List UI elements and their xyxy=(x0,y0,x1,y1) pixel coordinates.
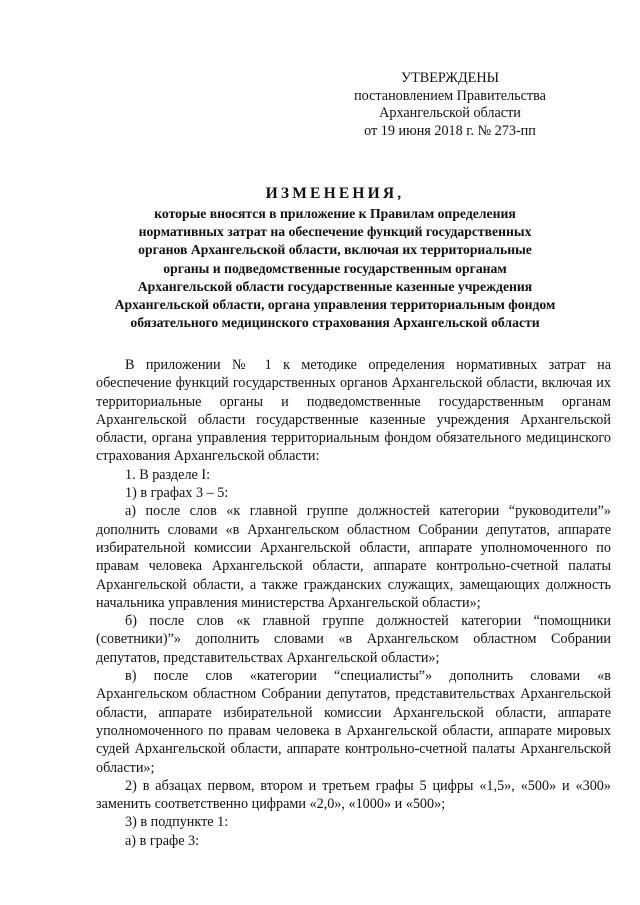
document-subtitle-line: Архангельской области, органа управления территориальным фондом xyxy=(114,297,556,313)
subsection-item: 1) в графах 3 – 5: xyxy=(125,485,229,502)
document-subtitle-line: органы и подведомственные государственным органам xyxy=(163,260,507,276)
document-heading xyxy=(60,184,610,332)
approval-issuer: постановлением Правительства xyxy=(354,87,546,104)
document-subtitle-line: нормативных затрат на обеспечение функций государственных xyxy=(138,224,532,240)
approval-region: Архангельской области xyxy=(379,105,521,121)
document-body xyxy=(96,356,611,850)
approval-title: УТВЕРЖДЕНЫ xyxy=(401,70,499,86)
amendment-paragraph: а) после слов «к главной группе должностей категории “руководители”» дополнить словами «в Архангельском областном Собрании депутатов, аппарате избирательной комиссии Архангельской области, аппарате уполномоченного по правам человека Архангельской области, аппарате контрольно-счетной палаты Архангельской области, а также гражданских служащих, замещающих должность начальника управления министерства Архангельской области»; xyxy=(96,503,611,611)
amendment-paragraph: а) в графе 3: xyxy=(125,832,200,849)
amendment-paragraph: 2) в абзацах первом, втором и третьем графы 5 цифры «1,5», «500» и «300» заменить соответственно цифрами «2,0», «1000» и «500»; xyxy=(96,777,611,813)
document-subtitle-line: Архангельской области государственные казенные учреждения xyxy=(137,278,533,294)
document-subtitle-line: которые вносятся в приложение к Правилам определения xyxy=(154,206,516,221)
subsection-item: 3) в подпункте 1: xyxy=(125,814,229,831)
document-subtitle-line: органов Архангельской области, включая их территориальные xyxy=(138,242,532,258)
approval-block xyxy=(330,70,570,140)
amendment-paragraph: б) после слов «к главной группе должностей категории “помощники (советники)”» дополнить словами «в Архангельском областном Собрании депутатов, представительствах Архангельской области»; xyxy=(96,613,611,666)
section-item: 1. В разделе I: xyxy=(125,466,211,483)
amendment-paragraph: в) после слов «категории “специалисты”» дополнить словами «в Архангельском областном Собрании депутатов, представительствах Архангельской области, аппарате избирательной комиссии Архангельской области, аппарате уполномоченного по правам человека в Архангельской области, аппарате мировых судей Архангельской области, аппарате контрольно-счетной палаты Архангельской области»; xyxy=(96,668,611,776)
intro-paragraph: В приложении № 1 к методике определения нормативных затрат на обеспечение функций государственных органов Архангельской области, включая их территориальные органы и подведомственные государственным органам Архангельской области государственные казенные учреждения Архангельской области, органа управления территориальным фондом обязательного медицинского страхования Архангельской области: xyxy=(96,357,611,465)
document-title: ИЗМЕНЕНИЯ, xyxy=(265,185,405,202)
document-subtitle-line: обязательного медицинского страхования Архангельской области xyxy=(130,315,540,331)
approval-date-number: от 19 июня 2018 г. № 273-пп xyxy=(364,122,536,139)
